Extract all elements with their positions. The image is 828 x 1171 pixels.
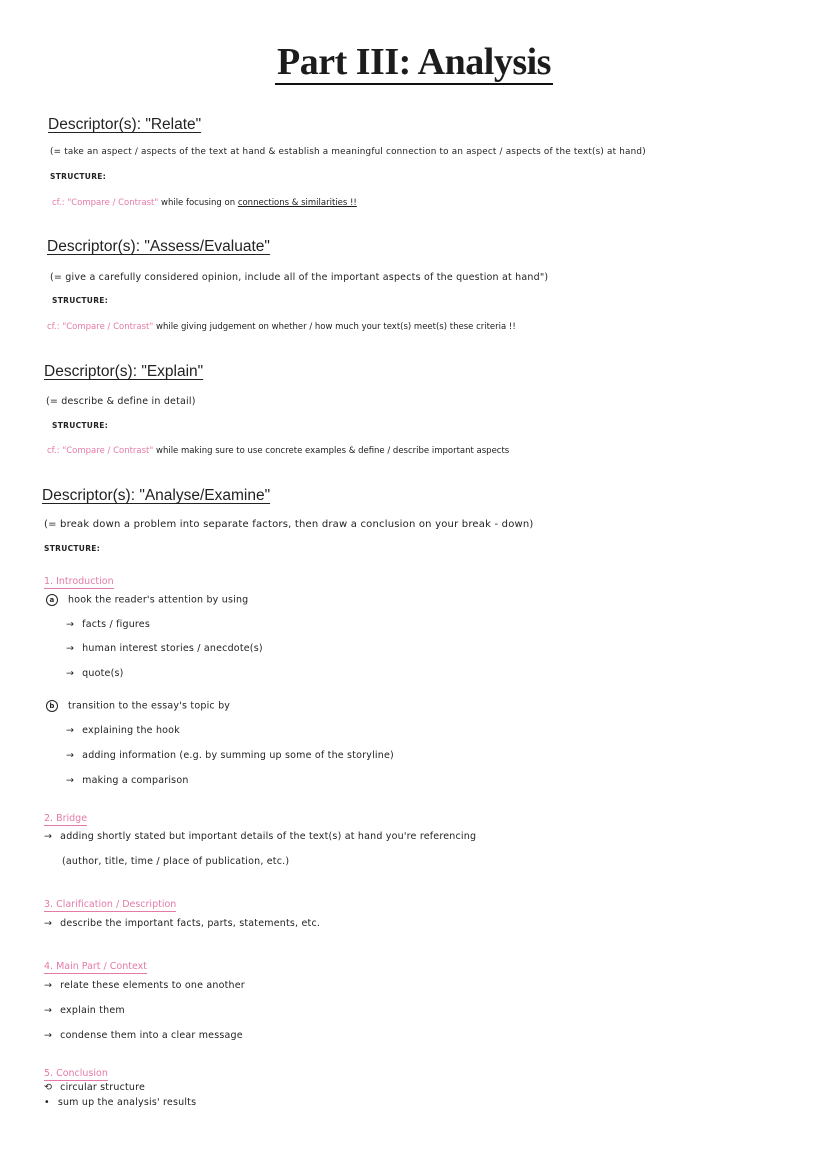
assess-definition: (= give a carefully considered opinion, include all of the important aspects of the question at hand") — [50, 272, 549, 283]
relate-structure-label: STRUCTURE: — [50, 172, 106, 181]
marker-a-icon: a — [46, 594, 58, 606]
assess-cf-line — [47, 322, 516, 332]
clarification-heading: 3. Clarification / Description — [44, 899, 177, 910]
explain-definition: (= describe & define in detail) — [46, 396, 196, 407]
explain-structure-label: STRUCTURE: — [52, 421, 108, 430]
marker-b-icon: b — [46, 700, 58, 712]
bridge-line-1: → adding shortly stated but important details of the text(s) at hand you're referencing — [44, 831, 477, 842]
intro-a-item-2: → human interest stories / anecdote(s) — [66, 643, 263, 654]
clarification-item: → describe the important facts, parts, statements, etc. — [44, 918, 321, 929]
assess-structure-label: STRUCTURE: — [52, 296, 108, 305]
cf-text: while giving judgement on whether / how much your text(s) meet(s) these criteria !! — [156, 322, 516, 332]
relate-definition: (= take an aspect / aspects of the text at hand & establish a meaningful connection to an aspect / aspects of the text(s) at hand) — [50, 147, 646, 157]
arrow-icon: → — [66, 643, 75, 654]
explain-heading: Descriptor(s): "Explain" — [44, 363, 204, 380]
arrow-icon: → — [44, 831, 53, 842]
arrow-icon: → — [66, 750, 75, 761]
analyse-heading: Descriptor(s): "Analyse/Examine" — [42, 487, 271, 504]
main-part-heading: 4. Main Part / Context — [44, 961, 147, 972]
conclusion-heading: 5. Conclusion — [44, 1068, 108, 1079]
arrow-icon: → — [44, 1030, 53, 1041]
cf-reference: "Compare / Contrast" — [62, 446, 154, 456]
arrow-icon: → — [66, 668, 75, 679]
main-item-3: → condense them into a clear message — [44, 1030, 243, 1041]
conclusion-item-2: • sum up the analysis' results — [44, 1097, 197, 1108]
analyse-structure-label: STRUCTURE: — [44, 544, 100, 553]
explain-cf-line — [47, 446, 509, 456]
cf-text: while focusing on — [161, 198, 236, 208]
arrow-icon: → — [44, 980, 53, 991]
intro-point-a: a hook the reader's attention by using — [46, 594, 248, 606]
arrow-icon: → — [44, 918, 53, 929]
introduction-heading: 1. Introduction — [44, 576, 114, 587]
main-item-2: → explain them — [44, 1005, 125, 1016]
bridge-line-2: (author, title, time / place of publication, etc.) — [62, 856, 290, 867]
arrow-icon: → — [44, 1005, 53, 1016]
relate-cf-line — [52, 198, 357, 208]
analyse-definition: (= break down a problem into separate factors, then draw a conclusion on your break - down) — [44, 519, 534, 530]
intro-b-item-1: → explaining the hook — [66, 725, 180, 736]
intro-point-b: b transition to the essay's topic by — [46, 700, 230, 712]
page-title: Part III: Analysis — [277, 41, 551, 83]
bullet-dot-icon: • — [44, 1097, 50, 1108]
cf-label: cf.: — [47, 322, 60, 332]
assess-heading: Descriptor(s): "Assess/Evaluate" — [47, 238, 270, 255]
arrow-icon: → — [66, 725, 75, 736]
cf-label: cf.: — [47, 446, 60, 456]
intro-a-item-3: → quote(s) — [66, 668, 124, 679]
cycle-icon: ⟲ — [44, 1082, 53, 1093]
bridge-heading: 2. Bridge — [44, 813, 88, 824]
cf-label: cf.: — [52, 198, 65, 208]
cf-reference: "Compare / Contrast" — [62, 322, 154, 332]
conclusion-item-1: ⟲ circular structure — [44, 1082, 146, 1093]
arrow-icon: → — [66, 775, 75, 786]
cf-text: while making sure to use concrete examples & define / describe important aspects — [156, 446, 510, 456]
intro-a-item-1: → facts / figures — [66, 619, 151, 630]
arrow-icon: → — [66, 619, 75, 630]
relate-heading: Descriptor(s): "Relate" — [48, 116, 202, 133]
cf-reference: "Compare / Contrast" — [67, 198, 159, 208]
intro-b-item-2: → adding information (e.g. by summing up some of the storyline) — [66, 750, 394, 761]
main-item-1: → relate these elements to one another — [44, 980, 245, 991]
intro-b-item-3: → making a comparison — [66, 775, 189, 786]
cf-emphasis: connections & similarities !! — [237, 198, 357, 208]
